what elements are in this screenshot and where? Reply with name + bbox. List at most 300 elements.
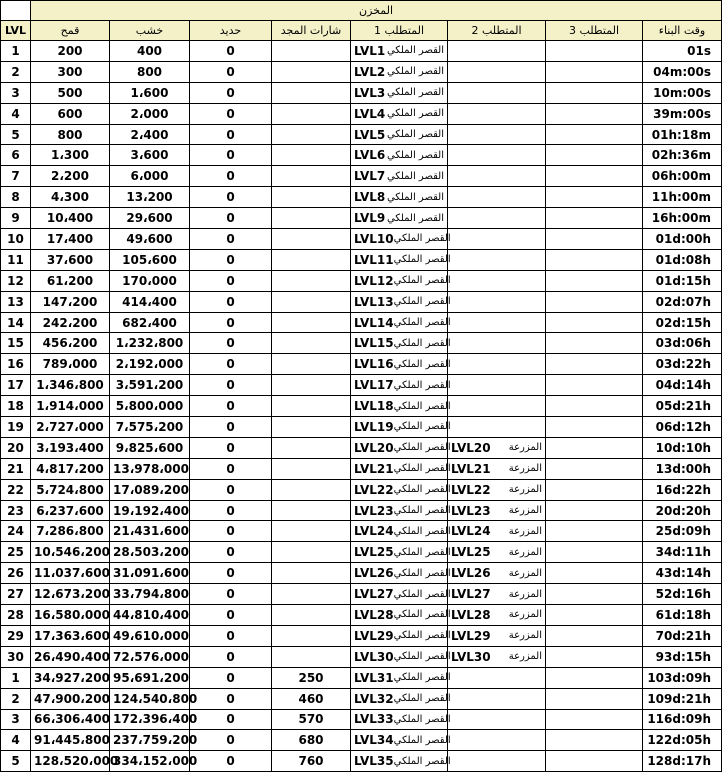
cell-wood: 21،431،600 [110,521,190,542]
header-wheat: قمح [31,21,110,41]
req1-building: القصر الملكي [393,713,451,725]
req1-level: LVL35 [354,754,394,769]
cell-req2 [448,688,546,709]
req1-building: القصر الملكي [393,463,451,475]
cell-wheat: 26،490،400 [31,646,110,667]
cell-glory [272,229,351,250]
cell-lvl: 21 [1,458,31,479]
header-wood: خشب [110,21,190,41]
cell-wheat: 2،200 [31,166,110,187]
table-row [1,41,722,62]
req1-level: LVL32 [354,691,394,706]
req2-level: LVL21 [451,461,491,476]
cell-wheat: 5،724،800 [31,479,110,500]
cell-iron: 0 [190,521,272,542]
cell-iron: 0 [190,667,272,688]
table-row [1,458,722,479]
table-title: المخزن [31,1,722,21]
cell-wheat: 4،300 [31,187,110,208]
cell-wood: 2،192،000 [110,354,190,375]
table-row [1,145,722,166]
cell-time: 116d:09h [643,709,722,730]
req1-building: القصر الملكي [393,755,451,767]
cell-iron: 0 [190,458,272,479]
cell-req3 [546,500,643,521]
req1-building: القصر الملكي [393,275,451,287]
cell-req1 [351,61,448,82]
req2-building: المزرعة [508,463,542,475]
header-lvl: LVL [1,21,31,41]
cell-wheat: 6،237،600 [31,500,110,521]
cell-req3 [546,625,643,646]
req1-level: LVL19 [354,419,394,434]
cell-lvl: 29 [1,625,31,646]
cell-wheat: 37،600 [31,249,110,270]
cell-req2 [448,103,546,124]
cell-req1 [351,563,451,584]
cell-time: 02d:07h [643,291,722,312]
cell-req1 [351,500,451,521]
cell-wheat: 500 [31,82,110,103]
table-row [1,396,722,417]
table-row [1,333,722,354]
cell-lvl: 12 [1,270,31,291]
cell-req2 [448,124,546,145]
cell-lvl: 6 [1,145,31,166]
cell-req2 [448,625,546,646]
req2-level: LVL22 [451,482,491,497]
req1-building: القصر الملكي [386,149,444,161]
cell-iron: 0 [190,145,272,166]
req1-building: القصر الملكي [393,546,451,558]
req2-building: المزرعة [508,609,542,621]
req2-building: المزرعة [508,442,542,454]
cell-req3 [546,667,643,688]
cell-req1 [351,229,451,250]
cell-glory [272,437,351,458]
cell-req3 [546,751,643,772]
cell-wheat: 600 [31,103,110,124]
cell-lvl: 18 [1,396,31,417]
table-row [1,563,722,584]
cell-iron: 0 [190,396,272,417]
cell-glory [272,249,351,270]
cell-req3 [546,479,643,500]
cell-wheat: 800 [31,124,110,145]
req1-level: LVL28 [354,607,394,622]
cell-wood: 400 [110,41,190,62]
cell-time: 01h:18m [643,124,722,145]
cell-wheat: 11،037،600 [31,563,110,584]
header-req3: المتطلب 3 [546,21,643,41]
req1-level: LVL23 [354,503,394,518]
cell-iron: 0 [190,166,272,187]
table-row [1,751,722,772]
header-glory: شارات المجد [272,21,351,41]
cell-req2 [448,542,546,563]
cell-req3 [546,208,643,229]
cell-glory [272,625,351,646]
cell-lvl: 3 [1,82,31,103]
cell-lvl: 16 [1,354,31,375]
table-row [1,667,722,688]
table-row [1,208,722,229]
cell-wood: 1،232،800 [110,333,190,354]
cell-req3 [546,145,643,166]
cell-req3 [546,166,643,187]
cell-req1 [351,375,451,396]
req1-building: القصر الملكي [386,108,444,120]
cell-lvl: 23 [1,500,31,521]
cell-wheat: 456،200 [31,333,110,354]
cell-req2 [448,709,546,730]
req1-level: LVL8 [354,190,386,205]
table-row [1,688,722,709]
cell-req2 [448,82,546,103]
header-iron: حديد [190,21,272,41]
cell-glory: 760 [272,751,351,772]
req1-level: LVL16 [354,357,394,372]
req2-level: LVL30 [451,649,491,664]
req1-level: LVL4 [354,106,386,121]
req1-level: LVL14 [354,315,394,330]
cell-wheat: 242،200 [31,312,110,333]
cell-glory [272,354,351,375]
cell-lvl: 24 [1,521,31,542]
table-row [1,646,722,667]
cell-req2 [448,375,546,396]
cell-lvl: 2 [1,688,31,709]
req1-level: LVL22 [354,482,394,497]
req1-building: القصر الملكي [393,400,451,412]
cell-req2 [448,270,546,291]
req1-level: LVL20 [354,440,394,455]
cell-wheat: 200 [31,41,110,62]
cell-wood: 1،600 [110,82,190,103]
cell-glory: 460 [272,688,351,709]
table-row [1,584,722,605]
cell-req3 [546,563,643,584]
req2-level: LVL28 [451,607,491,622]
cell-req1 [351,584,451,605]
cell-lvl: 14 [1,312,31,333]
cell-glory [272,291,351,312]
cell-lvl: 4 [1,730,31,751]
cell-req1 [351,103,448,124]
cell-lvl: 9 [1,208,31,229]
req1-building: القصر الملكي [386,191,444,203]
table-row [1,312,722,333]
cell-time: 04m:00s [643,61,722,82]
cell-lvl: 2 [1,61,31,82]
cell-lvl: 20 [1,437,31,458]
cell-time: 34d:11h [643,542,722,563]
cell-lvl: 28 [1,605,31,626]
cell-wheat: 789،000 [31,354,110,375]
cell-req1 [351,124,448,145]
cell-wood: 172،396،400 [110,709,190,730]
cell-iron: 0 [190,417,272,438]
req1-level: LVL11 [354,252,394,267]
req1-building: القصر الملكي [386,87,444,99]
cell-time: 25d:09h [643,521,722,542]
req1-level: LVL6 [354,148,386,163]
req1-level: LVL2 [354,64,386,79]
req1-building: القصر الملكي [393,567,451,579]
cell-req2 [448,500,546,521]
cell-req3 [546,375,643,396]
cell-lvl: 30 [1,646,31,667]
cell-req2 [448,291,546,312]
cell-glory [272,187,351,208]
req1-building: القصر الملكي [386,170,444,182]
req2-level: LVL20 [451,440,491,455]
cell-req2 [448,730,546,751]
cell-iron: 0 [190,751,272,772]
req1-building: القصر الملكي [393,337,451,349]
cell-time: 03d:22h [643,354,722,375]
cell-glory [272,208,351,229]
cell-req3 [546,396,643,417]
cell-req3 [546,103,643,124]
req2-building: المزرعة [508,546,542,558]
cell-glory [272,166,351,187]
cell-wood: 3،591،200 [110,375,190,396]
table-row [1,291,722,312]
cell-wood: 29،600 [110,208,190,229]
req2-level: LVL24 [451,524,491,539]
req1-building: القصر الملكي [386,45,444,57]
req1-building: القصر الملكي [393,505,451,517]
cell-time: 109d:21h [643,688,722,709]
req1-building: القصر الملكي [393,442,451,454]
req2-building: المزرعة [508,651,542,663]
cell-time: 04d:14h [643,375,722,396]
req1-level: LVL25 [354,545,394,560]
cell-lvl: 13 [1,291,31,312]
cell-lvl: 25 [1,542,31,563]
req1-level: LVL24 [354,524,394,539]
cell-glory [272,458,351,479]
cell-wheat: 1،300 [31,145,110,166]
cell-req2 [448,417,546,438]
req1-level: LVL29 [354,628,394,643]
cell-req2 [448,187,546,208]
cell-time: 122d:05h [643,730,722,751]
req2-building: المزرعة [508,484,542,496]
table-row [1,417,722,438]
req1-building: القصر الملكي [393,651,451,663]
cell-req1 [351,166,448,187]
cell-lvl: 26 [1,563,31,584]
header-time: وقت البناء [643,21,722,41]
req1-building: القصر الملكي [393,588,451,600]
cell-wood: 5،800،000 [110,396,190,417]
cell-req3 [546,688,643,709]
req1-building: القصر الملكي [393,609,451,621]
cell-time: 03d:06h [643,333,722,354]
cell-wood: 124،540،800 [110,688,190,709]
cell-glory [272,396,351,417]
cell-req3 [546,584,643,605]
req1-building: القصر الملكي [386,129,444,140]
cell-req1 [351,145,448,166]
req2-building: المزرعة [508,588,542,600]
cell-req1 [351,312,451,333]
table-row [1,437,722,458]
cell-wheat: 16،580،000 [31,605,110,626]
table-row [1,625,722,646]
cell-lvl: 17 [1,375,31,396]
cell-req1 [351,354,451,375]
cell-req3 [546,417,643,438]
req1-level: LVL26 [354,566,394,581]
cell-iron: 0 [190,312,272,333]
cell-time: 20d:20h [643,500,722,521]
cell-wood: 2،000 [110,103,190,124]
table-row [1,103,722,124]
cell-time: 01d:08h [643,249,722,270]
cell-req2 [448,458,546,479]
cell-iron: 0 [190,563,272,584]
cell-glory [272,270,351,291]
cell-iron: 0 [190,187,272,208]
req2-building: المزرعة [508,525,542,537]
req1-building: القصر الملكي [393,317,451,329]
cell-time: 10d:10h [643,437,722,458]
cell-glory: 570 [272,709,351,730]
cell-iron: 0 [190,646,272,667]
cell-req2 [448,751,546,772]
cell-req1 [351,458,451,479]
table-row [1,187,722,208]
cell-lvl: 4 [1,103,31,124]
cell-req2 [448,354,546,375]
cell-time: 06d:12h [643,417,722,438]
cell-req1 [351,41,448,62]
req1-building: القصر الملكي [393,421,451,433]
cell-time: 43d:14h [643,563,722,584]
cell-time: 52d:16h [643,584,722,605]
table-row [1,375,722,396]
table-row [1,249,722,270]
cell-time: 128d:17h [643,751,722,772]
cell-req2 [448,521,546,542]
cell-req3 [546,249,643,270]
cell-req2 [448,667,546,688]
cell-wheat: 10،546،200 [31,542,110,563]
table-row [1,521,722,542]
cell-time: 01s [643,41,722,62]
cell-glory [272,41,351,62]
cell-iron: 0 [190,542,272,563]
cell-iron: 0 [190,82,272,103]
cell-wheat: 1،346،800 [31,375,110,396]
cell-wood: 800 [110,61,190,82]
cell-iron: 0 [190,437,272,458]
cell-req3 [546,437,643,458]
cell-req2 [448,61,546,82]
cell-iron: 0 [190,709,272,730]
cell-iron: 0 [190,584,272,605]
cell-req2 [448,563,546,584]
cell-wheat: 147،200 [31,291,110,312]
cell-iron: 0 [190,500,272,521]
table-row [1,709,722,730]
cell-wheat: 34،927،200 [31,667,110,688]
cell-req2 [448,646,546,667]
cell-wood: 33،794،800 [110,584,190,605]
cell-glory [272,605,351,626]
req2-building: المزرعة [508,630,542,642]
req1-level: LVL31 [354,670,394,685]
cell-iron: 0 [190,688,272,709]
cell-time: 06h:00m [643,166,722,187]
cell-wheat: 47،900،200 [31,688,110,709]
cell-wood: 105،600 [110,249,190,270]
cell-lvl: 8 [1,187,31,208]
cell-lvl: 1 [1,667,31,688]
req1-building: القصر الملكي [386,212,444,224]
cell-req3 [546,312,643,333]
req1-level: LVL5 [354,127,386,142]
req2-level: LVL26 [451,566,491,581]
cell-lvl: 19 [1,417,31,438]
table-row [1,61,722,82]
cell-req1 [351,249,451,270]
cell-time: 10m:00s [643,82,722,103]
cell-wheat: 4،817،200 [31,458,110,479]
cell-time: 16h:00m [643,208,722,229]
cell-req3 [546,291,643,312]
req2-level: LVL23 [451,503,491,518]
cell-req2 [448,208,546,229]
table-row [1,124,722,145]
cell-lvl: 10 [1,229,31,250]
table-row [1,500,722,521]
cell-req3 [546,709,643,730]
cell-req3 [546,646,643,667]
req1-level: LVL9 [354,211,386,226]
req1-level: LVL15 [354,336,394,351]
cell-time: 01d:15h [643,270,722,291]
req1-level: LVL27 [354,587,394,602]
cell-req1 [351,688,451,709]
cell-req3 [546,354,643,375]
cell-glory [272,375,351,396]
title-left-blank [1,1,31,21]
req1-building: القصر الملكي [393,734,451,746]
cell-wheat: 66،306،400 [31,709,110,730]
req1-level: LVL18 [354,399,394,414]
cell-wood: 6،000 [110,166,190,187]
cell-lvl: 5 [1,124,31,145]
table-row [1,82,722,103]
cell-lvl: 22 [1,479,31,500]
cell-req1 [351,270,451,291]
cell-iron: 0 [190,605,272,626]
cell-iron: 0 [190,479,272,500]
cell-req2 [448,605,546,626]
cell-wood: 28،503،200 [110,542,190,563]
table-row [1,229,722,250]
cell-iron: 0 [190,291,272,312]
req1-building: القصر الملكي [393,379,451,391]
cell-wood: 682،400 [110,312,190,333]
cell-iron: 0 [190,730,272,751]
cell-wood: 49،600 [110,229,190,250]
cell-time: 39m:00s [643,103,722,124]
